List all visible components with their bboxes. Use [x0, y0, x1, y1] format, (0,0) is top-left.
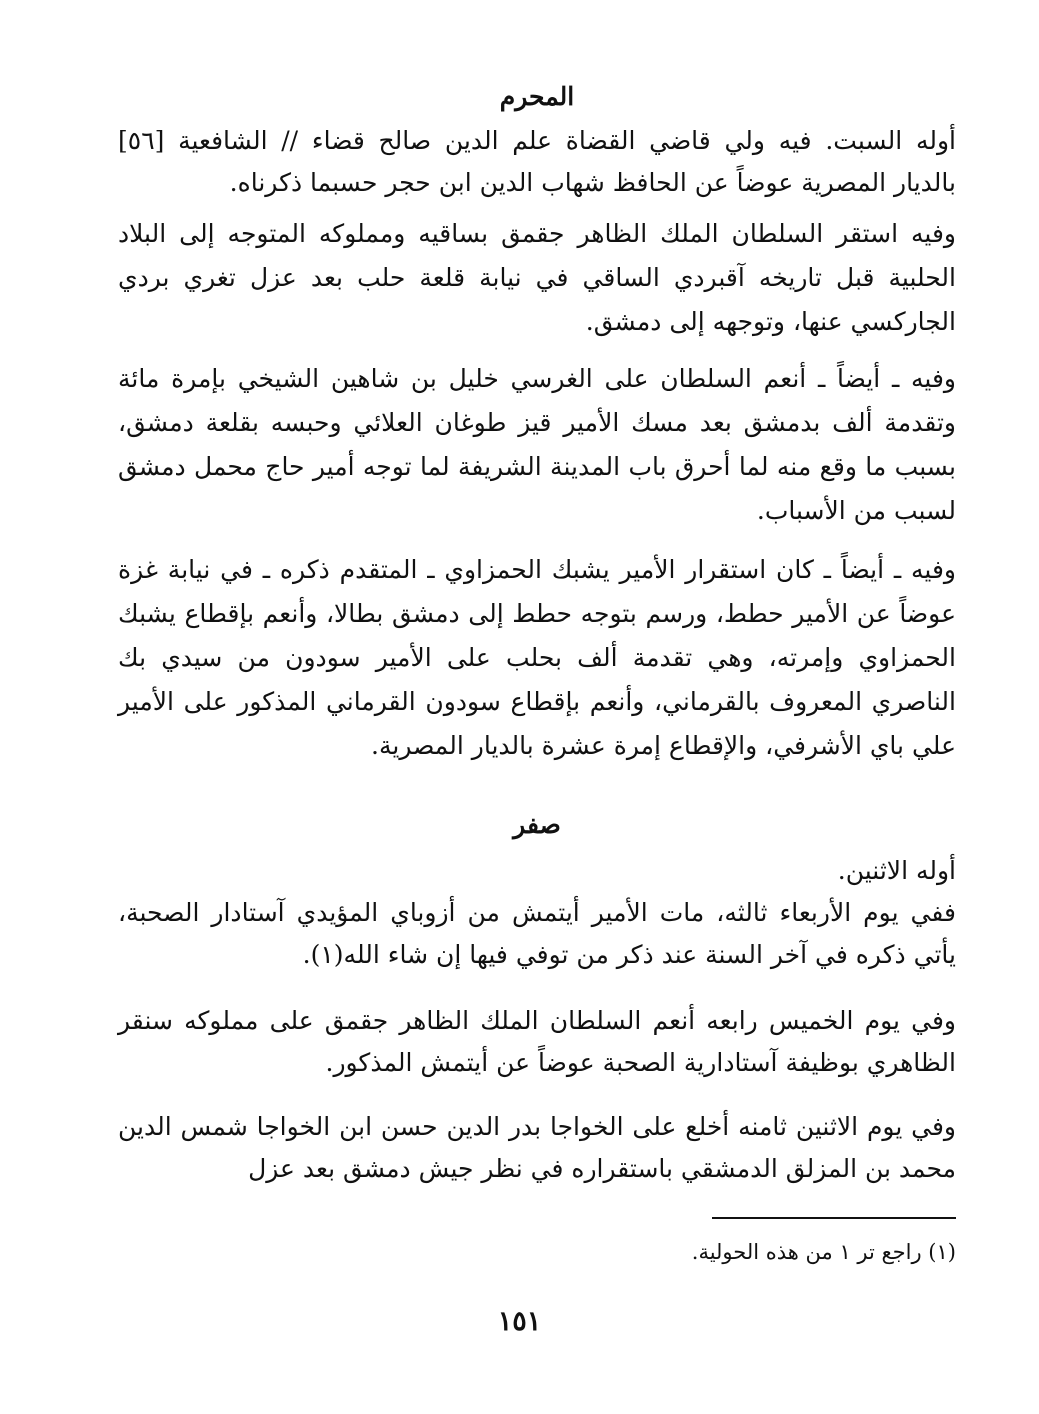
paragraph-text: وفيه ـ أيضاً ـ كان استقرار الأمير يشبك الحمزاوي ـ المتقدم ذكره ـ في نيابة غزة عوضاً عن الأمير حطط، ورسم بتوجه حطط إلى دمشق بطالا، وأنعم بإقطاع يشبك الحمزاوي وإمرته، وهي تقدمة ألف بحلب على الأمير سودون من سيدي بك الناصري المعروف بالقرماني، وأنعم بإقطاع سودون القرماني المذكور على الأمير علي باي الأشرفي، والإقطاع إمرة عشرة بالديار المصرية.	[118, 555, 956, 760]
paragraph-text: أوله الاثنين.	[837, 856, 956, 885]
page-number: ١٥١	[497, 1306, 542, 1337]
section-title: المحرم	[499, 82, 575, 111]
section-muharram	[118, 82, 956, 112]
paragraph-text: ففي يوم الأربعاء ثالثه، مات الأمير أيتمش من أزوباي المؤيدي آستادار الصحبة، يأتي ذكره في آخر السنة عند ذكر من توفي فيها إن شاء الله(١).	[118, 898, 956, 969]
paragraph	[118, 850, 956, 892]
section-safar	[118, 810, 956, 840]
paragraph-text: وفيه استقر السلطان الملك الظاهر جقمق بساقيه ومملوكه المتوجه إلى البلاد الحلبية قبل تاريخه آقبردي الساقي في نيابة قلعة حلب بعد عزل تغري بردي الجاركسي عنها، وتوجهه إلى دمشق.	[118, 219, 956, 336]
paragraph-text: أوله السبت. فيه ولي قاضي القضاة علم الدين صالح قضاء // الشافعية [٥٦] بالديار المصرية عوضاً عن الحافظ شهاب الدين ابن حجر حسبما ذكرناه.	[118, 126, 956, 197]
paragraph	[118, 1000, 956, 1084]
paragraph-text: وفيه ـ أيضاً ـ أنعم السلطان على الغرسي خليل بن شاهين الشيخي بإمرة مائة وتقدمة ألف بدمشق بعد مسك الأمير قيز طوغان العلائي وحبسه بقلعة دمشق، بسبب ما وقع منه لما أحرق باب المدينة الشريفة لما توجه أمير حاج محمل دمشق لسبب من الأسباب.	[118, 364, 956, 525]
paragraph-text: وفي يوم الاثنين ثامنه أخلع على الخواجا بدر الدين حسن ابن الخواجا شمس الدين محمد بن المزلق الدمشقي باستقراره في نظر جيش دمشق بعد عزل	[118, 1112, 956, 1183]
section-title: صفر	[513, 810, 561, 839]
paragraph	[118, 357, 956, 533]
paragraph-text: وفي يوم الخميس رابعه أنعم السلطان الملك الظاهر جقمق على مملوكه سنقر الظاهري بوظيفة آستادارية الصحبة عوضاً عن أيتمش المذكور.	[118, 1006, 956, 1077]
paragraph	[118, 120, 956, 204]
footnote-divider	[712, 1217, 956, 1219]
paragraph	[118, 548, 956, 768]
footnote: (١) راجع تر ١ من هذه الحولية.	[691, 1240, 956, 1264]
paragraph	[118, 1106, 956, 1190]
paragraph	[118, 212, 956, 344]
paragraph	[118, 892, 956, 976]
